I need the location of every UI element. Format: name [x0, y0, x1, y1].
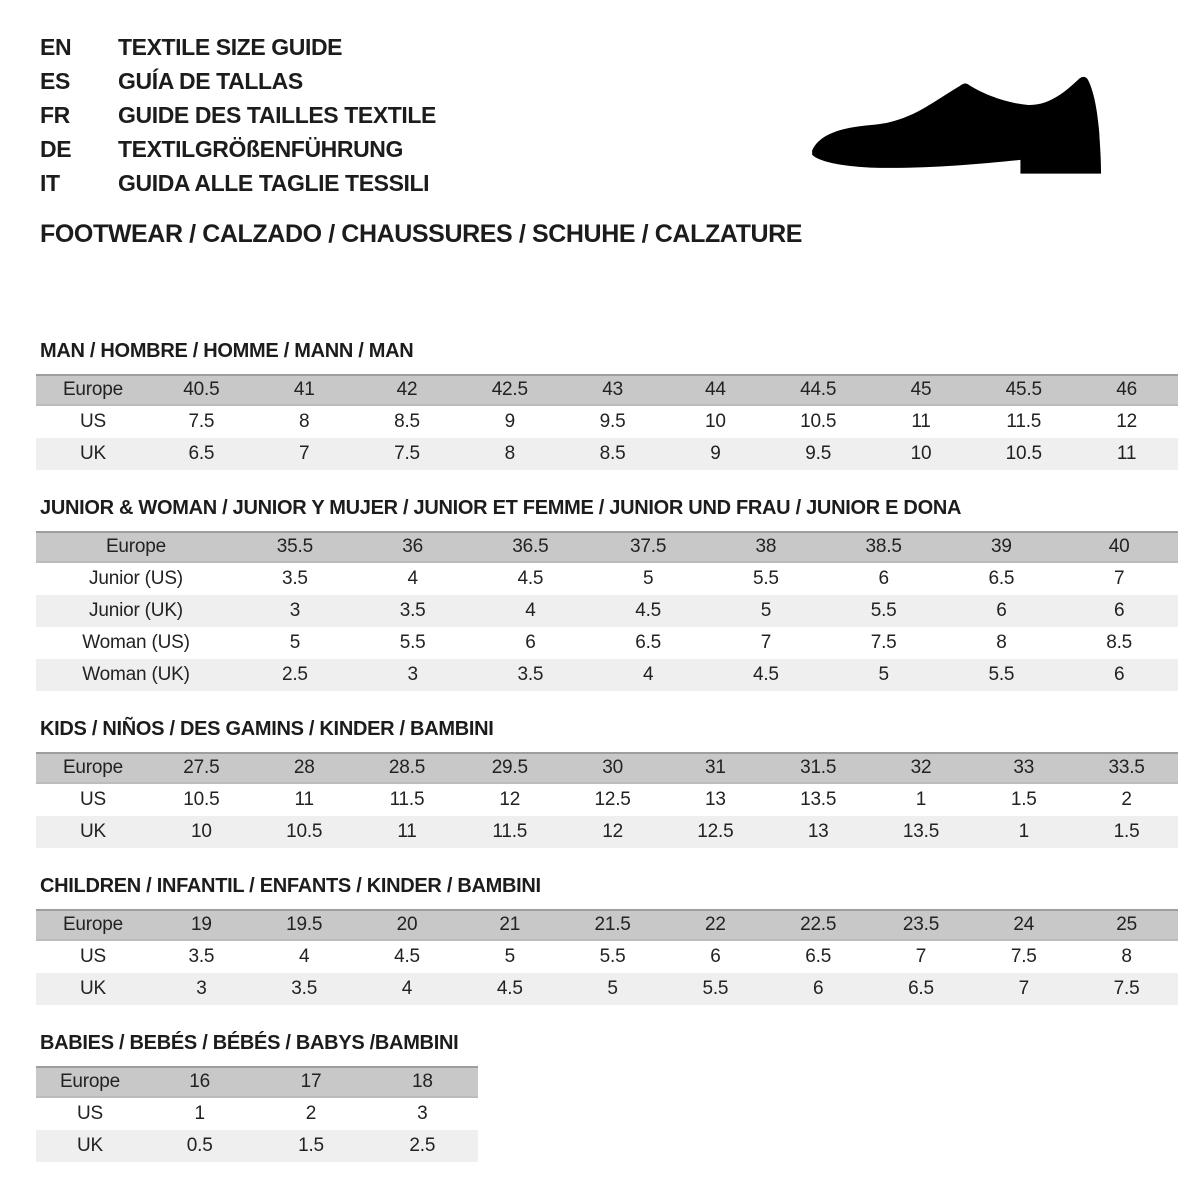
row-label: Europe	[36, 753, 150, 783]
language-title: TEXTILE SIZE GUIDE	[118, 34, 343, 60]
table-row	[36, 532, 1178, 562]
size-value: 4	[356, 973, 459, 1005]
size-value: 8	[1075, 940, 1178, 973]
size-value: 25	[1075, 910, 1178, 940]
size-value: 20	[356, 910, 459, 940]
size-value: 6	[825, 562, 943, 595]
size-value: 5	[825, 659, 943, 691]
size-value: 6.5	[589, 627, 707, 659]
size-value: 7.5	[150, 405, 253, 438]
size-value: 10.5	[972, 438, 1075, 470]
row-label: US	[36, 405, 150, 438]
size-value: 2	[1075, 783, 1178, 816]
size-value: 31.5	[767, 753, 870, 783]
language-code: EN	[40, 34, 72, 60]
size-table	[36, 531, 1178, 691]
size-value: 3	[236, 595, 354, 627]
size-value: 10	[150, 816, 253, 848]
size-value: 1.5	[255, 1130, 366, 1162]
size-value: 4.5	[472, 562, 590, 595]
size-value: 7	[972, 973, 1075, 1005]
size-value: 6	[472, 627, 590, 659]
size-value: 8.5	[356, 405, 459, 438]
row-label: UK	[36, 973, 150, 1005]
row-label: Europe	[36, 532, 236, 562]
size-value: 45.5	[972, 375, 1075, 405]
size-value: 12	[458, 783, 561, 816]
table-row	[36, 627, 1178, 659]
size-value: 12	[1075, 405, 1178, 438]
table-row	[36, 1067, 478, 1097]
size-value: 17	[255, 1067, 366, 1097]
size-value: 24	[972, 910, 1075, 940]
size-value: 13.5	[767, 783, 870, 816]
size-value: 9	[664, 438, 767, 470]
row-label: UK	[36, 438, 150, 470]
size-value: 3.5	[236, 562, 354, 595]
size-value: 5	[236, 627, 354, 659]
section-title: KIDS / NIÑOS / DES GAMINS / KINDER / BAMBINI	[40, 718, 494, 740]
size-value: 40	[1060, 532, 1178, 562]
size-value: 9.5	[561, 405, 664, 438]
size-value: 37.5	[589, 532, 707, 562]
size-value: 13	[664, 783, 767, 816]
size-value: 6	[943, 595, 1061, 627]
row-label: UK	[36, 1130, 144, 1162]
size-value: 4	[472, 595, 590, 627]
section-title: BABIES / BEBÉS / BÉBÉS / BABYS /BAMBINI	[40, 1032, 459, 1054]
size-value: 5	[458, 940, 561, 973]
size-table	[36, 909, 1178, 1005]
size-value: 1.5	[972, 783, 1075, 816]
size-value: 3.5	[472, 659, 590, 691]
size-value: 5.5	[664, 973, 767, 1005]
size-table	[36, 374, 1178, 470]
size-value: 33.5	[1075, 753, 1178, 783]
size-value: 0.5	[144, 1130, 255, 1162]
size-value: 1	[972, 816, 1075, 848]
size-section	[36, 875, 1178, 1005]
table-row	[36, 659, 1178, 691]
language-code: ES	[40, 68, 70, 94]
size-value: 6	[1060, 659, 1178, 691]
size-value: 9.5	[767, 438, 870, 470]
row-label: Woman (US)	[36, 627, 236, 659]
size-value: 28.5	[356, 753, 459, 783]
language-code: IT	[40, 170, 60, 196]
size-value: 7.5	[356, 438, 459, 470]
size-value: 35.5	[236, 532, 354, 562]
size-value: 32	[870, 753, 973, 783]
language-row	[40, 64, 436, 98]
table-row	[36, 595, 1178, 627]
size-value: 28	[253, 753, 356, 783]
size-value: 40.5	[150, 375, 253, 405]
table-row	[36, 973, 1178, 1005]
table-row	[36, 783, 1178, 816]
size-value: 8.5	[1060, 627, 1178, 659]
language-title: GUÍA DE TALLAS	[118, 68, 303, 94]
size-value: 21.5	[561, 910, 664, 940]
size-value: 12.5	[664, 816, 767, 848]
size-section	[36, 340, 1178, 470]
size-value: 36	[354, 532, 472, 562]
language-code: FR	[40, 102, 70, 128]
language-title: GUIDA ALLE TAGLIE TESSILI	[118, 170, 430, 196]
size-value: 29.5	[458, 753, 561, 783]
size-table	[36, 1066, 478, 1162]
size-value: 11.5	[356, 783, 459, 816]
table-row	[36, 1130, 478, 1162]
size-value: 36.5	[472, 532, 590, 562]
size-value: 2	[255, 1097, 366, 1130]
row-label: Junior (US)	[36, 562, 236, 595]
table-row	[36, 562, 1178, 595]
row-label: UK	[36, 816, 150, 848]
row-label: US	[36, 1097, 144, 1130]
size-value: 30	[561, 753, 664, 783]
size-value: 7.5	[1075, 973, 1178, 1005]
size-value: 1.5	[1075, 816, 1178, 848]
size-value: 3	[354, 659, 472, 691]
language-row	[40, 132, 436, 166]
table-row	[36, 753, 1178, 783]
size-value: 4.5	[458, 973, 561, 1005]
size-value: 8	[943, 627, 1061, 659]
language-title: TEXTILGRÖßENFÜHRUNG	[118, 136, 403, 162]
size-value: 7	[253, 438, 356, 470]
size-value: 5	[561, 973, 664, 1005]
size-value: 38	[707, 532, 825, 562]
size-section	[36, 718, 1178, 848]
size-value: 6.5	[767, 940, 870, 973]
size-value: 5	[589, 562, 707, 595]
section-title: MAN / HOMBRE / HOMME / MANN / MAN	[40, 340, 414, 362]
row-label: US	[36, 783, 150, 816]
row-label: Europe	[36, 910, 150, 940]
size-value: 2.5	[367, 1130, 478, 1162]
size-value: 42	[356, 375, 459, 405]
size-value: 43	[561, 375, 664, 405]
size-value: 2.5	[236, 659, 354, 691]
size-value: 33	[972, 753, 1075, 783]
language-row	[40, 166, 436, 200]
size-value: 7	[870, 940, 973, 973]
size-value: 11	[870, 405, 973, 438]
size-value: 22	[664, 910, 767, 940]
row-label: Europe	[36, 375, 150, 405]
row-label: Junior (UK)	[36, 595, 236, 627]
size-value: 12.5	[561, 783, 664, 816]
size-value: 3.5	[150, 940, 253, 973]
size-value: 3	[367, 1097, 478, 1130]
language-row	[40, 98, 436, 132]
size-value: 19.5	[253, 910, 356, 940]
size-value: 13.5	[870, 816, 973, 848]
table-row	[36, 405, 1178, 438]
size-section	[36, 497, 1178, 691]
table-row	[36, 816, 1178, 848]
language-row	[40, 30, 436, 64]
table-row	[36, 940, 1178, 973]
size-value: 6	[664, 940, 767, 973]
size-value: 23.5	[870, 910, 973, 940]
size-value: 13	[767, 816, 870, 848]
size-value: 18	[367, 1067, 478, 1097]
size-value: 10.5	[150, 783, 253, 816]
size-value: 5.5	[561, 940, 664, 973]
size-value: 16	[144, 1067, 255, 1097]
size-table	[36, 752, 1178, 848]
size-section	[36, 1032, 1178, 1162]
size-value: 6.5	[943, 562, 1061, 595]
size-value: 10	[870, 438, 973, 470]
size-value: 8.5	[561, 438, 664, 470]
table-row	[36, 438, 1178, 470]
size-value: 6	[1060, 595, 1178, 627]
size-value: 3	[150, 973, 253, 1005]
size-value: 45	[870, 375, 973, 405]
size-value: 5.5	[943, 659, 1061, 691]
size-value: 7.5	[972, 940, 1075, 973]
size-value: 11	[253, 783, 356, 816]
table-row	[36, 910, 1178, 940]
size-value: 8	[458, 438, 561, 470]
size-value: 10.5	[253, 816, 356, 848]
shoe-icon	[795, 48, 1155, 210]
size-value: 39	[943, 532, 1061, 562]
size-value: 5.5	[707, 562, 825, 595]
row-label: US	[36, 940, 150, 973]
language-title-list	[40, 30, 436, 200]
size-value: 5.5	[825, 595, 943, 627]
size-value: 10	[664, 405, 767, 438]
size-value: 1	[144, 1097, 255, 1130]
size-value: 44	[664, 375, 767, 405]
language-code: DE	[40, 136, 72, 162]
size-value: 6.5	[870, 973, 973, 1005]
size-value: 42.5	[458, 375, 561, 405]
size-value: 8	[253, 405, 356, 438]
size-value: 5.5	[354, 627, 472, 659]
size-value: 11.5	[458, 816, 561, 848]
category-heading: FOOTWEAR / CALZADO / CHAUSSURES / SCHUHE / CALZATURE	[40, 220, 803, 248]
size-value: 4.5	[707, 659, 825, 691]
size-value: 6	[767, 973, 870, 1005]
section-title: CHILDREN / INFANTIL / ENFANTS / KINDER / BAMBINI	[40, 875, 541, 897]
size-value: 11	[356, 816, 459, 848]
size-value: 1	[870, 783, 973, 816]
row-label: Woman (UK)	[36, 659, 236, 691]
size-value: 12	[561, 816, 664, 848]
size-value: 4	[354, 562, 472, 595]
size-value: 4.5	[356, 940, 459, 973]
table-row	[36, 1097, 478, 1130]
size-value: 3.5	[253, 973, 356, 1005]
size-value: 11.5	[972, 405, 1075, 438]
size-value: 38.5	[825, 532, 943, 562]
size-value: 7	[1060, 562, 1178, 595]
size-value: 7.5	[825, 627, 943, 659]
size-value: 22.5	[767, 910, 870, 940]
size-value: 3.5	[354, 595, 472, 627]
language-title: GUIDE DES TAILLES TEXTILE	[118, 102, 436, 128]
size-value: 5	[707, 595, 825, 627]
size-tables	[36, 340, 1178, 1189]
size-value: 44.5	[767, 375, 870, 405]
size-value: 9	[458, 405, 561, 438]
size-value: 46	[1075, 375, 1178, 405]
size-value: 4.5	[589, 595, 707, 627]
size-value: 11	[1075, 438, 1178, 470]
row-label: Europe	[36, 1067, 144, 1097]
table-row	[36, 375, 1178, 405]
section-title: JUNIOR & WOMAN / JUNIOR Y MUJER / JUNIOR ET FEMME / JUNIOR UND FRAU / JUNIOR E DONA	[40, 497, 962, 519]
size-value: 4	[589, 659, 707, 691]
size-value: 4	[253, 940, 356, 973]
size-value: 10.5	[767, 405, 870, 438]
size-value: 31	[664, 753, 767, 783]
size-value: 7	[707, 627, 825, 659]
size-value: 19	[150, 910, 253, 940]
size-value: 21	[458, 910, 561, 940]
size-value: 27.5	[150, 753, 253, 783]
size-value: 41	[253, 375, 356, 405]
size-value: 6.5	[150, 438, 253, 470]
